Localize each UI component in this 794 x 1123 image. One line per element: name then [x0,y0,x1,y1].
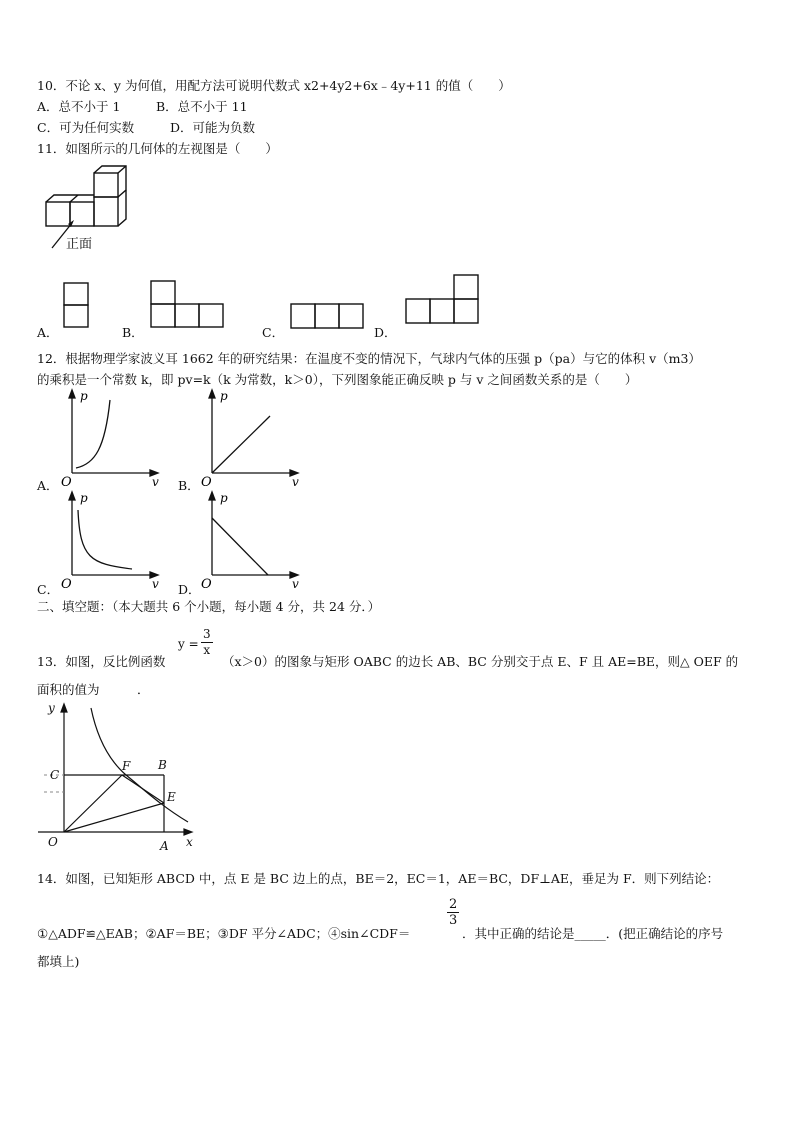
q14-frac-num: 2 [449,897,458,912]
q12-graph-a [60,388,170,488]
q11-front-label: 正面 [66,237,93,252]
q12-graph-a-v: v [152,475,159,488]
q12-graph-d-o: O [201,577,212,590]
q11-stem: 11．如图所示的几何体的左视图是（ ） [37,141,278,156]
q13-label-x: x [186,835,193,849]
q12-graph-b-p: p [220,389,228,403]
q11-option-d-label: D． [374,325,397,340]
q13-label-o: O [48,835,58,849]
q11-option-b-label: B． [122,325,144,340]
q11-option-a-figure [63,282,91,330]
q13-stem-post: （x＞0）的图象与矩形 OABC 的边长 AB、BC 分别交于点 E、F 且 AE=BE，则△ OEF 的 [222,654,739,669]
q10-option-b: B．总不小于 11 [156,99,248,114]
q12-graph-a-o: O [61,475,72,488]
q13-stem-line2: 面积的值为 ． [37,682,150,697]
q12-graph-d-v: v [292,577,299,590]
q12-graph-a-p: p [80,389,88,403]
q10-option-c: C．可为任何实数 [37,120,135,135]
q13-label-y: y [48,702,55,715]
q12-graph-b-o: O [201,475,212,488]
q12-option-a-label: A． [37,478,59,493]
q13-diagram [36,702,206,854]
q12-graph-d [200,490,310,590]
q12-graph-c-v: v [152,577,159,590]
q13-formula-den: x [203,643,211,657]
q12-graph-d-p: p [220,491,228,505]
q11-option-c-label: C． [262,325,285,340]
q14-stem-line2-post: ．其中正确的结论是_____．(把正确结论的序号 [462,926,724,941]
q13-label-b: B [158,758,167,772]
q13-formula-y: y = [178,637,199,651]
q12-stem-line2: 的乘积是一个常数 k，即 pv=k（k 为常数，k＞0），下列图象能正确反映 p 与 v 之间函数关系的是（ ） [37,372,638,387]
section2-title: 二、填空题：（本大题共 6 个小题，每小题 4 分，共 24 分．） [37,599,381,614]
q12-option-c-label: C． [37,582,60,597]
q10-option-a: A．总不小于 1 [37,99,121,114]
q11-option-d-figure [405,274,481,326]
q11-option-c-figure [290,303,366,331]
q12-graph-c-p: p [80,491,88,505]
q12-graph-c [60,490,170,590]
q14-stem-line3: 都填上) [37,954,80,969]
q14-frac-den: 3 [449,913,458,928]
q13-formula-fraction [201,627,213,658]
q12-graph-c-o: O [61,577,72,590]
q11-option-b-figure [150,280,226,330]
q11-option-a-label: A． [37,325,59,340]
q14-fraction [447,897,459,928]
q13-label-a: A [160,839,169,853]
q10-stem: 10．不论 x、y 为何值，用配方法可说明代数式 x2+4y2+6x﹣4y+11 的值（ ） [37,78,511,93]
q12-option-d-label: D． [178,582,201,597]
q14-stem-line2-pre: ①△ADF≌△EAB；②AF＝BE；③DF 平分∠ADC；④sin∠CDF＝ [37,926,411,941]
q10-option-d: D．可能为负数 [170,120,256,135]
q12-graph-b [200,388,310,488]
q12-option-b-label: B． [178,478,200,493]
q12-stem-line1: 12．根据物理学家波义耳 1662 年的研究结果：在温度不变的情况下，气球内气体的压强 p（pa）与它的体积 v（m3） [37,351,701,366]
q13-formula-num: 3 [203,627,211,641]
q13-label-c: C [50,768,60,782]
q14-stem-line1: 14．如图，已知矩形 ABCD 中，点 E 是 BC 边上的点，BE＝2，EC＝1，AE＝BC，DF⊥AE，垂足为 F．则下列结论： [37,871,720,886]
q13-label-f: F [122,759,131,773]
q13-stem-pre: 13．如图，反比例函数 [37,654,166,669]
q12-graph-b-v: v [292,475,299,488]
q13-label-e: E [167,790,176,804]
